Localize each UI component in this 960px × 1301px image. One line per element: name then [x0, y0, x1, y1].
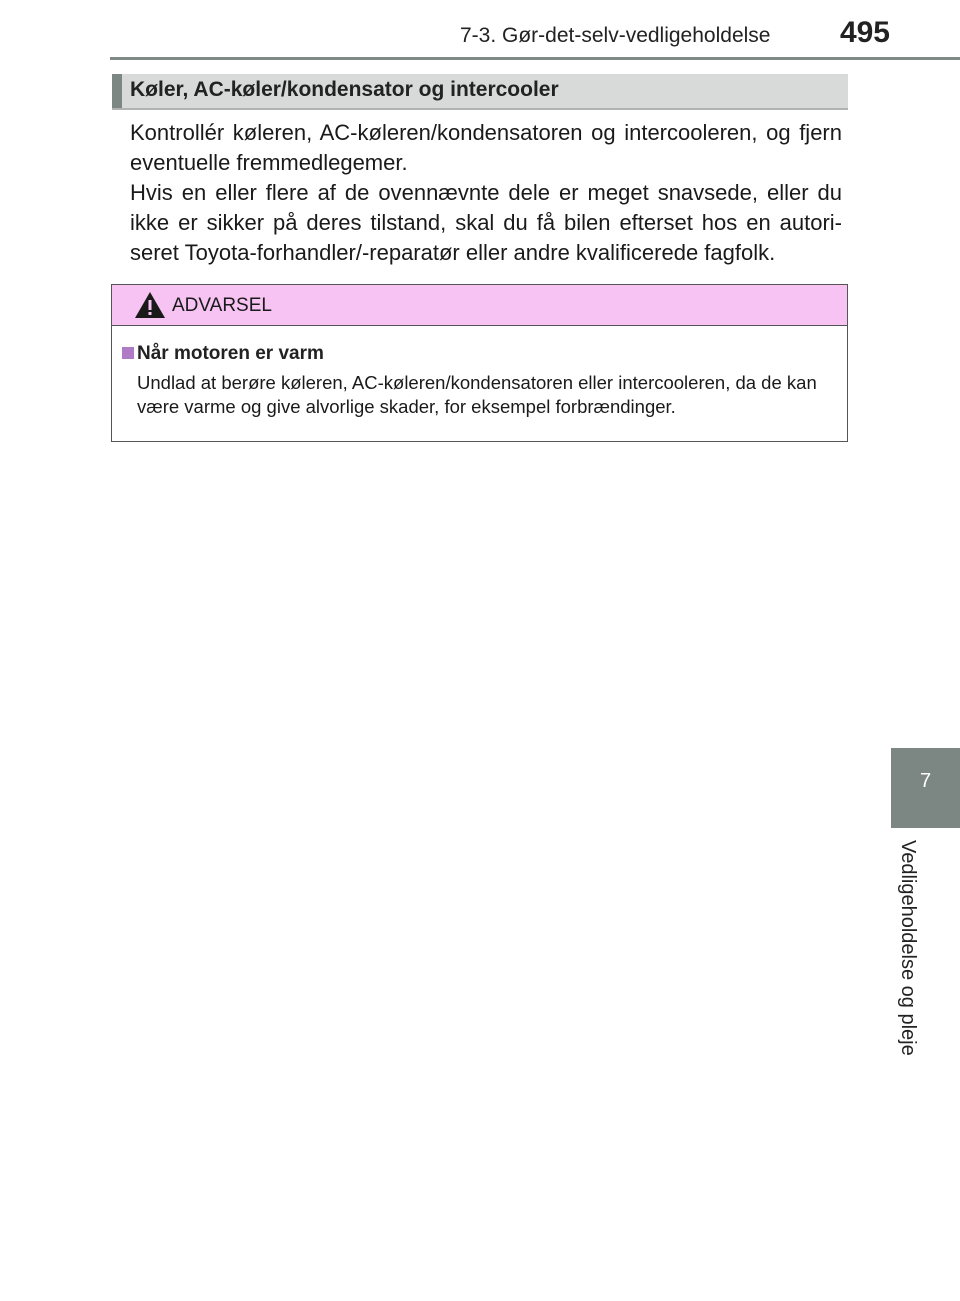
warning-triangle-icon: [134, 291, 166, 319]
chapter-label: [876, 840, 936, 1080]
header-section-title: 7-3. Gør-det-selv-vedligeholdelse: [460, 24, 771, 47]
bullet-square-icon: [122, 347, 134, 359]
warning-label: ADVARSEL: [172, 295, 272, 316]
warning-subheading: Når motoren er varm: [137, 343, 324, 364]
warning-text: Undlad at berøre køleren, AC-køleren/kondensatoren eller intercooleren, da de kan være varme og give alvorlige skader, for eksempel forbrændinger.: [137, 372, 817, 417]
chapter-number: 7: [919, 770, 932, 792]
section-title: Køler, AC-køler/kondensator og intercooler: [130, 78, 559, 101]
heading-accent-bar: [112, 74, 122, 108]
body-paragraph: Kontrollér køleren, AC-køleren/kondensatoren og intercooleren, og fjern eventuelle fremmedlegemer.: [130, 120, 842, 175]
section-body: [130, 118, 842, 268]
page-number: 495: [839, 16, 890, 49]
chapter-tab: [891, 748, 960, 828]
warning-box: [111, 284, 848, 442]
chapter-title: Vedligeholdelse og pleje: [897, 840, 919, 1056]
body-paragraph: Hvis en eller flere af de ovennævnte dele er meget snavsede, eller du ikke er sikker på deres tilstand, skal du få bilen efterset hos en autori-seret Toyota-forhandler/-reparatør eller andre kvalificerede fagfolk.: [130, 180, 842, 265]
section-heading: [112, 74, 848, 110]
warning-header: [112, 285, 847, 326]
header-rule: [110, 57, 960, 60]
